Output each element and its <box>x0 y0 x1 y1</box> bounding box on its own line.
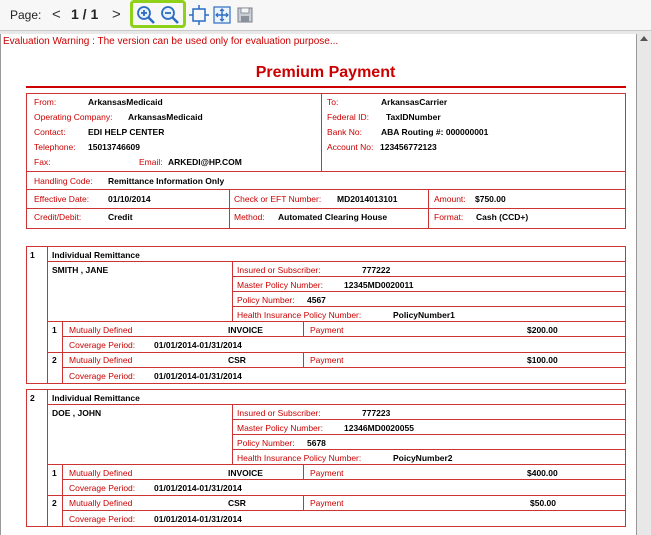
remittance-type: Individual Remittance <box>52 250 140 260</box>
handling-code-value: Remittance Information Only <box>108 176 225 186</box>
master-policy-value: 12346MD0020055 <box>344 423 414 433</box>
policy-number-label: Policy Number: <box>237 438 295 448</box>
contact-value: EDI HELP CENTER <box>88 127 165 137</box>
document-title: Premium Payment <box>255 64 396 81</box>
fax-label: Fax: <box>34 157 51 167</box>
bank-no-value: ABA Routing #: 000000001 <box>381 127 489 137</box>
mutually-defined-label: Mutually Defined <box>69 355 133 365</box>
toolbar <box>0 0 651 30</box>
mutually-defined-label: Mutually Defined <box>69 468 133 478</box>
page-label: Page: <box>10 8 42 22</box>
check-number-label: Check or EFT Number: <box>234 194 322 204</box>
remittance-type: Individual Remittance <box>52 393 140 403</box>
mutually-defined-value: INVOICE <box>228 325 263 335</box>
policy-number-value: 5678 <box>307 438 326 448</box>
coverage-period-value: 01/01/2014-01/31/2014 <box>154 514 242 524</box>
fit-page-icon[interactable] <box>189 5 209 25</box>
payment-value: $400.00 <box>527 468 558 478</box>
telephone-value: 15013746609 <box>88 142 141 152</box>
payment-value: $50.00 <box>530 498 556 508</box>
payment-label: Payment <box>310 325 344 335</box>
method-label: Method: <box>234 212 265 222</box>
check-number-value: MD2014013101 <box>337 194 398 204</box>
effective-date-label: Effective Date: <box>34 194 90 204</box>
master-policy-label: Master Policy Number: <box>237 423 323 433</box>
insured-value: 777222 <box>362 265 391 275</box>
coverage-period-label: Coverage Period: <box>69 371 136 381</box>
to-value: ArkansasCarrier <box>381 97 448 107</box>
health-policy-value: PoicyNumber2 <box>393 453 453 463</box>
amount-label: Amount: <box>434 194 466 204</box>
insured-label: Insured or Subscriber: <box>237 408 321 418</box>
next-page-button[interactable]: > <box>112 6 121 23</box>
telephone-label: Telephone: <box>34 142 76 152</box>
previous-page-button[interactable]: < <box>52 6 61 23</box>
coverage-period-label: Coverage Period: <box>69 340 136 350</box>
payment-value: $200.00 <box>527 325 558 335</box>
fit-width-icon[interactable] <box>212 5 232 25</box>
mutually-defined-value: CSR <box>228 498 246 508</box>
operating-company-value: ArkansasMedicaid <box>128 112 203 122</box>
policy-number-value: 4567 <box>307 295 326 305</box>
payment-label: Payment <box>310 468 344 478</box>
insured-label: Insured or Subscriber: <box>237 265 321 275</box>
account-no-value: 123456772123 <box>380 142 437 152</box>
from-value: ArkansasMedicaid <box>88 97 163 107</box>
health-policy-value: PolicyNumber1 <box>393 310 455 320</box>
payment-label: Payment <box>310 498 344 508</box>
payment-label: Payment <box>310 355 344 365</box>
mutually-defined-label: Mutually Defined <box>69 325 133 335</box>
mutually-defined-label: Mutually Defined <box>69 498 133 508</box>
title-underline <box>26 86 626 88</box>
coverage-period-value: 01/01/2014-01/31/2014 <box>154 340 242 350</box>
master-policy-value: 12345MD0020011 <box>344 280 414 290</box>
coverage-period-label: Coverage Period: <box>69 514 136 524</box>
zoom-in-icon[interactable] <box>136 5 156 25</box>
coverage-period-value: 01/01/2014-01/31/2014 <box>154 371 242 381</box>
payment-value: $100.00 <box>527 355 558 365</box>
remittance-name: DOE , JOHN <box>52 408 102 418</box>
save-icon[interactable] <box>235 5 255 25</box>
federal-id-label: Federal ID: <box>327 112 370 122</box>
format-value: Cash (CCD+) <box>476 212 529 222</box>
federal-id-value: TaxIDNumber <box>386 112 441 122</box>
coverage-period-label: Coverage Period: <box>69 483 136 493</box>
from-label: From: <box>34 97 57 107</box>
health-policy-label: Health Insurance Policy Number: <box>237 310 362 320</box>
credit-debit-label: Credit/Debit: <box>34 212 82 222</box>
contact-label: Contact: <box>34 127 66 137</box>
effective-date-value: 01/10/2014 <box>108 194 151 204</box>
method-value: Automated Clearing House <box>278 212 388 222</box>
credit-debit-value: Credit <box>108 212 133 222</box>
amount-value: $750.00 <box>475 194 506 204</box>
format-label: Format: <box>434 212 464 222</box>
handling-code-label: Handling Code: <box>34 176 93 186</box>
operating-company-label: Operating Company: <box>34 112 113 122</box>
scroll-up-icon[interactable] <box>639 34 649 42</box>
remittance-number: 1 <box>30 250 35 260</box>
insured-value: 777223 <box>362 408 391 418</box>
email-value: ARKEDI@HP.COM <box>168 157 242 167</box>
bank-no-label: Bank No: <box>327 127 362 137</box>
page-indicator: 1 / 1 <box>71 6 99 22</box>
to-label: To: <box>327 97 339 107</box>
line-number: 1 <box>52 325 57 335</box>
evaluation-warning: Evaluation Warning : The version can be used only for evaluation purpose... <box>3 36 339 47</box>
mutually-defined-value: INVOICE <box>228 468 263 478</box>
email-label: Email: <box>139 157 163 167</box>
zoom-out-icon[interactable] <box>160 5 180 25</box>
line-number: 2 <box>52 498 57 508</box>
coverage-period-value: 01/01/2014-01/31/2014 <box>154 483 242 493</box>
remittance-number: 2 <box>30 393 35 403</box>
line-number: 1 <box>52 468 57 478</box>
mutually-defined-value: CSR <box>228 355 246 365</box>
account-no-label: Account No: <box>327 142 374 152</box>
line-number: 2 <box>52 355 57 365</box>
remittance-name: SMITH , JANE <box>52 265 109 275</box>
policy-number-label: Policy Number: <box>237 295 295 305</box>
health-policy-label: Health Insurance Policy Number: <box>237 453 362 463</box>
master-policy-label: Master Policy Number: <box>237 280 323 290</box>
